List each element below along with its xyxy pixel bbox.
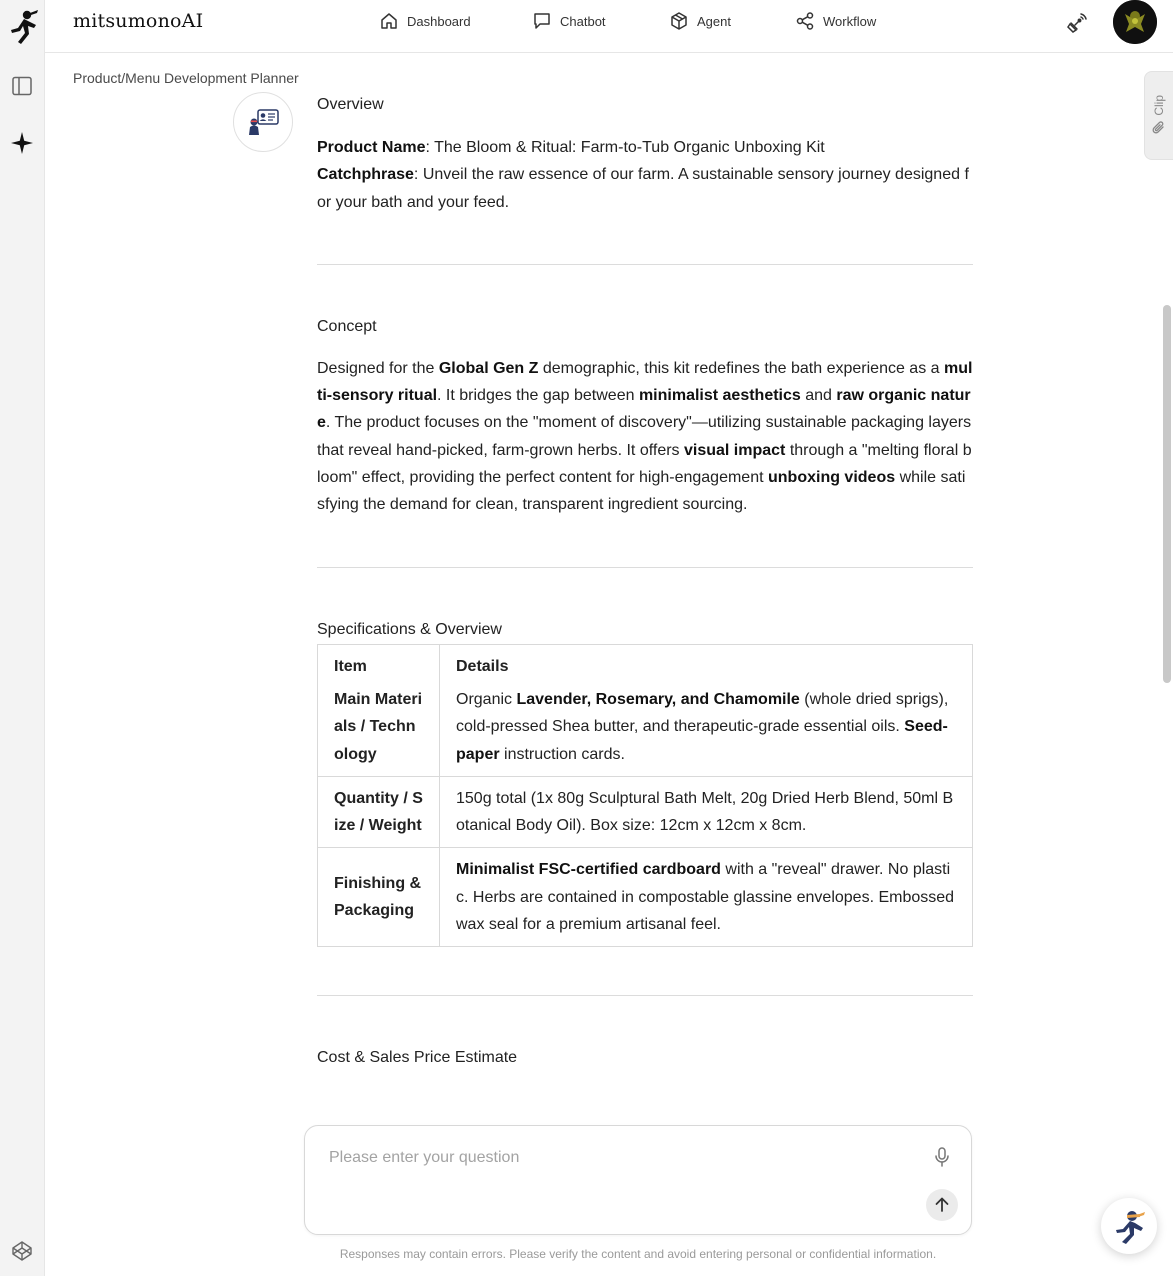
user-avatar[interactable] bbox=[1113, 0, 1157, 44]
ninja-logo-icon[interactable] bbox=[4, 6, 40, 46]
specs-table bbox=[317, 644, 973, 948]
product-name-label: Product Name bbox=[317, 139, 426, 156]
sidebar-toggle-icon[interactable] bbox=[7, 71, 37, 101]
assistant-response bbox=[317, 94, 973, 1077]
chat-bubble-icon bbox=[532, 11, 552, 31]
nav-workflow-label: Workflow bbox=[823, 13, 877, 29]
nav-workflow[interactable] bbox=[795, 10, 876, 32]
concept-heading: Concept bbox=[317, 317, 377, 335]
nav-agent-label: Agent bbox=[697, 13, 731, 29]
product-name-line bbox=[317, 134, 973, 161]
cube-icon bbox=[669, 11, 689, 31]
codepen-icon[interactable] bbox=[7, 1236, 37, 1266]
nav-chatbot-label: Chatbot bbox=[560, 13, 606, 29]
catchphrase-line bbox=[317, 161, 973, 216]
clip-label: Clip bbox=[1152, 95, 1166, 116]
table-row bbox=[318, 684, 973, 776]
row-details: Organic Lavender, Rosemary, and Chamomile (whole dried sprigs), cold-pressed Shea butter, and therapeutic-grade essential oils. Seed-paper instruction cards. bbox=[456, 690, 949, 763]
ninja-mascot-icon bbox=[1110, 1207, 1148, 1245]
row-details: 150g total (1x 80g Sculptural Bath Melt, 20g Dried Herb Blend, 50ml Botanical Body Oil). Box size: 12cm x 12cm x 8cm. bbox=[440, 776, 973, 848]
chat-input-box bbox=[304, 1125, 972, 1235]
assistant-avatar bbox=[233, 92, 293, 152]
catchphrase-label: Catchphrase bbox=[317, 166, 414, 184]
nav-agent[interactable] bbox=[669, 10, 731, 32]
satellite-icon[interactable] bbox=[1064, 10, 1090, 36]
table-header-row bbox=[318, 644, 973, 684]
nav-dashboard[interactable] bbox=[379, 10, 471, 32]
arrow-up-icon bbox=[933, 1196, 951, 1214]
clip-tab[interactable] bbox=[1144, 71, 1173, 160]
concept-paragraph: Designed for the Global Gen Z demographic, this kit redefines the bath experience as a multi-sensory ritual. It bridges the gap between minimalist aesthetics and raw organic nature. The product focuses on the "moment of discovery"—utilizing sustainable packaging layers that reveal hand-picked, farm-grown herbs. It offers visual impact through a "melting floral bloom" effect, providing the perfect content for high-engagement unboxing videos while satisfying the demand for clean, transparent ingredient sourcing. bbox=[317, 359, 973, 514]
product-name-value: : The Bloom & Ritual: Farm-to-Tub Organic Unboxing Kit bbox=[425, 139, 825, 156]
chat-input[interactable] bbox=[329, 1146, 909, 1170]
disclaimer-text: Responses may contain errors. Please verify the content and avoid entering personal or confidential information. bbox=[339, 1247, 937, 1261]
scrollbar-thumb[interactable] bbox=[1163, 305, 1171, 683]
sparkle-icon[interactable] bbox=[7, 128, 37, 158]
breadcrumb: Product/Menu Development Planner bbox=[73, 70, 299, 86]
paperclip-icon bbox=[1151, 120, 1167, 136]
table-row bbox=[318, 848, 973, 947]
home-icon bbox=[379, 11, 399, 31]
send-button[interactable] bbox=[926, 1189, 958, 1221]
section-divider bbox=[317, 567, 973, 568]
top-bar bbox=[45, 0, 1173, 53]
share-nodes-icon bbox=[795, 11, 815, 31]
id-card-icon bbox=[246, 107, 280, 137]
microphone-icon bbox=[932, 1146, 952, 1168]
catchphrase-value: : Unveil the raw essence of our farm. A sustainable sensory journey designed for your bath and your feed. bbox=[317, 166, 969, 211]
nav-chatbot[interactable] bbox=[532, 10, 606, 32]
row-item: Main Materials / Technology bbox=[318, 684, 440, 776]
ninja-assistant-button[interactable] bbox=[1101, 1198, 1157, 1254]
section-divider bbox=[317, 264, 973, 265]
row-item: Quantity / Size / Weight bbox=[318, 776, 440, 848]
specs-heading: Specifications & Overview bbox=[317, 620, 502, 638]
column-header-details: Details bbox=[456, 657, 509, 675]
left-rail bbox=[0, 0, 45, 1276]
row-details: Minimalist FSC-certified cardboard with a "reveal" drawer. No plastic. Herbs are contained in compostable glassine envelopes. Embossed wax seal for a premium artisanal feel. bbox=[440, 848, 973, 947]
nav-dashboard-label: Dashboard bbox=[407, 13, 471, 29]
cost-heading: Cost & Sales Price Estimate bbox=[317, 1049, 518, 1067]
brand-name[interactable]: mitsumonoAI bbox=[73, 10, 204, 32]
table-row bbox=[318, 776, 973, 848]
overview-heading: Overview bbox=[317, 96, 384, 113]
section-divider bbox=[317, 995, 973, 996]
row-item: Finishing & Packaging bbox=[318, 848, 440, 947]
microphone-button[interactable] bbox=[929, 1144, 955, 1170]
column-header-item: Item bbox=[318, 644, 440, 684]
